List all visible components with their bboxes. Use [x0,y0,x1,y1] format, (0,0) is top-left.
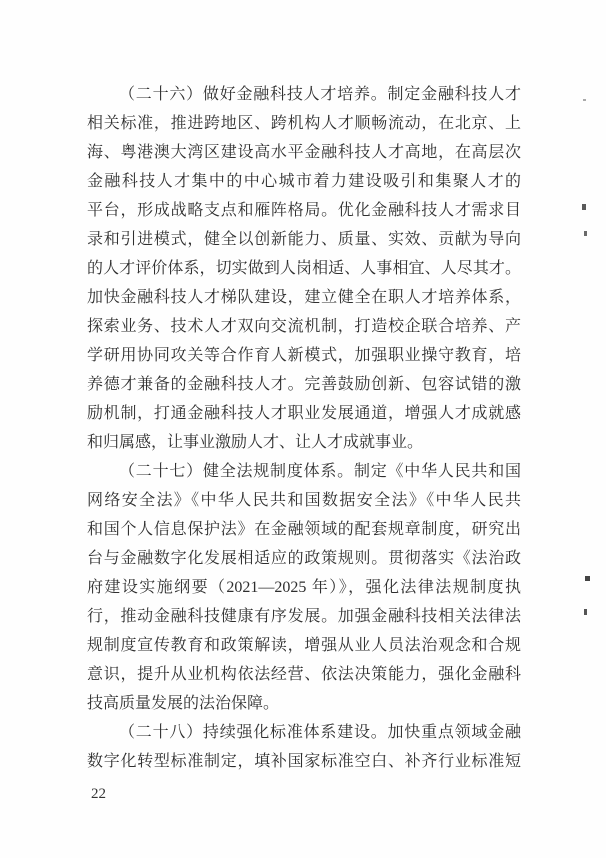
text-line: 府建设实施纲要（2021—2025 年）》，强化法律法规制度执 [87,579,521,596]
text-line: 规制度宣传教育和政策解读，增强从业人员法治观念和合规 [87,637,521,654]
text-line: 台与金融数字化发展相适应的政策规则。贯彻落实《法治政 [87,550,521,567]
scan-artifact-speck [584,609,587,615]
text-line: 加快金融科技人才梯队建设，建立健全在职人才培养体系， [87,289,521,306]
scan-artifact-speck [585,576,590,581]
text-line: （二十六）做好金融科技人才培养。制定金融科技人才 [119,86,521,103]
text-line: 养德才兼备的金融科技人才。完善鼓励创新、包容试错的激 [87,376,521,393]
text-line: 和国个人信息保护法》在金融领域的配套规章制度，研究出 [87,521,521,538]
document-body [87,80,521,776]
text-line: 海、粤港澳大湾区建设高水平金融科技人才高地，在高层次 [87,144,521,161]
text-line: 学研用协同攻关等合作育人新模式，加强职业操守教育，培 [87,347,521,364]
scan-artifact-speck [584,231,587,236]
text-line: （二十八）持续强化标准体系建设。加快重点领域金融 [119,724,521,741]
text-line: 数字化转型标准制定，填补国家标准空白、补齐行业标准短 [87,753,521,770]
text-line: 技高质量发展的法治保障。 [87,695,280,712]
paragraph-28 [87,718,521,776]
text-line: 意识，提升从业机构依法经营、依法决策能力，强化金融科 [87,666,521,683]
paragraph-27 [87,457,521,718]
text-line: 励机制，打通金融科技人才职业发展通道，增强人才成就感 [87,405,521,422]
text-line: 平台，形成战略支点和雁阵格局。优化金融科技人才需求目 [87,202,521,219]
scan-artifact-speck [582,204,586,210]
scan-artifact-speck [583,99,586,101]
text-line: 相关标准，推进跨地区、跨机构人才顺畅流动，在北京、上 [87,115,521,132]
text-line: （二十七）健全法规制度体系。制定《中华人民共和国 [119,463,521,480]
text-line: 录和引进模式，健全以创新能力、质量、实效、贡献为导向 [87,231,521,248]
text-line: 网络安全法》《中华人民共和国数据安全法》《中华人民共 [87,492,521,509]
text-line: 金融科技人才集中的中心城市着力建设吸引和集聚人才的 [87,173,521,190]
text-line: 的人才评价体系，切实做到人岗相适、人事相宜、人尽其才。 [87,260,521,277]
text-line: 探索业务、技术人才双向交流机制，打造校企联合培养、产 [87,318,521,335]
paragraph-26 [87,80,521,457]
text-line: 行，推动金融科技健康有序发展。加强金融科技相关法律法 [87,608,521,625]
text-line: 和归属感，让事业激励人才、让人才成就事业。 [87,434,424,451]
page-number: 22 [91,786,106,802]
